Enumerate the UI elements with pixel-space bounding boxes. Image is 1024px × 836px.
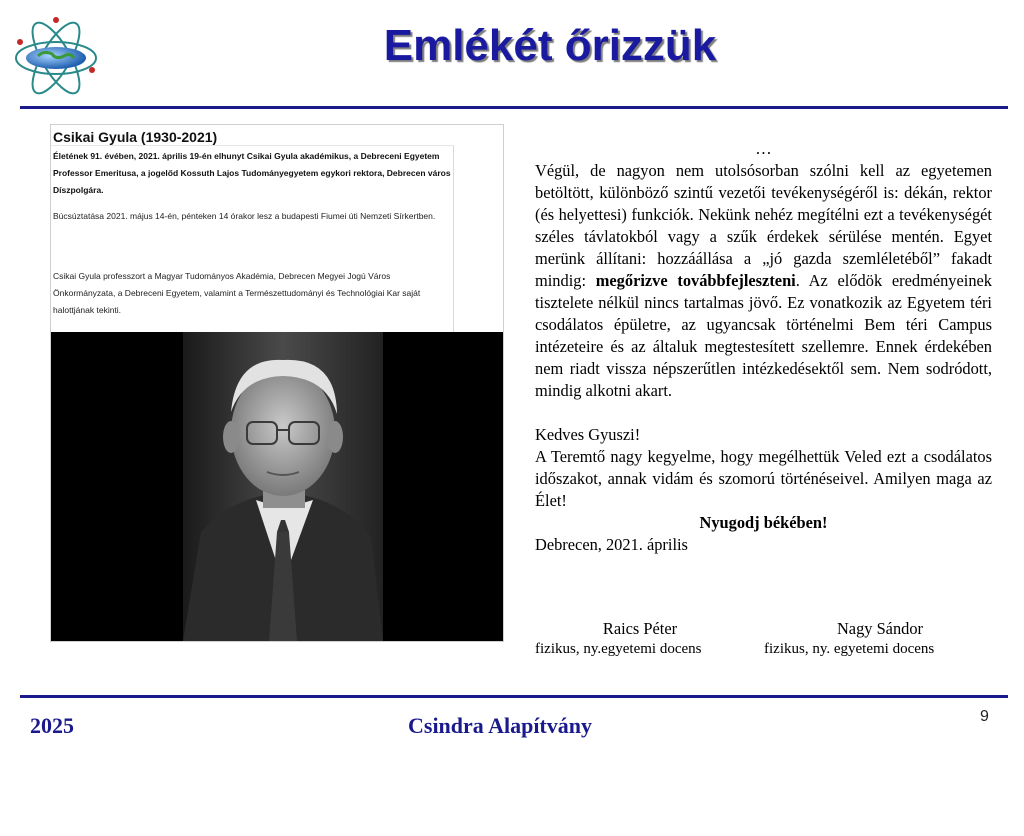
obituary-mourners: Csikai Gyula professzort a Magyar Tudományos Akadémia, Debrecen Megyei Jogú Város Önkormányzata, a Debreceni Egyetem, valamint a Természettudományi és Technológiai Kar saját halottjának tekinti. (53, 271, 421, 315)
header-divider (20, 106, 1008, 109)
obituary-heading: Csikai Gyula (1930-2021) (53, 129, 218, 145)
footer-organization: Csindra Alapítvány (408, 713, 592, 738)
footer-year: 2025 (30, 713, 74, 738)
tribute-paragraph (535, 160, 992, 402)
tribute-paragraph-start: Végül, de nagyon nem utolsósorban szólni kell az egyetemen betöltött, különböző szintű vezetői tevékenységéről is: dékán, rektor (és helyettesi) funkciók. Nekünk nehéz megítélni ezt a tevékenységét széles távlatokból vagy a szűk érdekek sérülése mentén. Egyet merünk állítani: hozzáállása a „jó gazda szemléletéből” fakadt mindig: (535, 161, 992, 290)
tribute-paragraph-end: . Az elődök eredményeinek tisztelete nélkül nincs tartalmas jövő. Ez vonatkozik az Egyetem téri csodálatos épületre, az ugyancsak történelmi Bem téri Campus intézeteire és az általuk megtestesített szellemre. Ennek érdekében nem riadt vissza népszerűtlen intézkedésektől sem. Nem sodródott, mindig alkotni akart. (535, 271, 993, 400)
signature-name: Raics Péter (602, 619, 678, 638)
tribute-emphasis: megőrizve továbbfejleszteni (595, 271, 796, 290)
signature-role: fizikus, ny.egyetemi docens (535, 641, 702, 657)
photo-watermark: www.unideb.hu (297, 812, 466, 836)
obituary-funeral: Búcsúztatása 2021. május 14-én, pénteken 14 órakor lesz a budapesti Fiumei úti Nemzeti Sírkertben. (53, 211, 436, 221)
footer-divider (20, 695, 1008, 698)
signature-name: Nagy Sándor (836, 619, 924, 638)
signature-role: fizikus, ny. egyetemi docens (764, 641, 935, 657)
place-date-line: Debrecen, 2021. április (535, 535, 688, 554)
obituary-text-block (51, 125, 503, 332)
farewell-line: Nyugodj békében! (699, 513, 828, 532)
ellipsis-mark: … (755, 139, 772, 158)
signature-block (764, 618, 996, 660)
paragraph-spacer (535, 402, 992, 424)
page-number: 9 (980, 708, 989, 725)
tribute-text (535, 138, 992, 556)
closing-paragraph: A Teremtő nagy kegyelme, hogy megélhettük Veled ezt a csodálatos időszakot, annak vidám és szomorú történéseivel. Amilyen maga az Élet! (535, 447, 992, 510)
slide-title: Emlékét őrizzük (383, 21, 717, 70)
signature-block (535, 618, 745, 660)
atom-globe-logo-icon (12, 12, 100, 100)
greeting-line: Kedves Gyuszi! (535, 425, 641, 444)
obituary-announcement: Életének 91. évében, 2021. április 19-én elhunyt Csikai Gyula akadémikus, a Debreceni Egyetem Professor Emeritusa, a jogelőd Kossuth Lajos Tudományegyetem egykori rektora, Debrecen város Díszpolgára. (53, 151, 451, 195)
